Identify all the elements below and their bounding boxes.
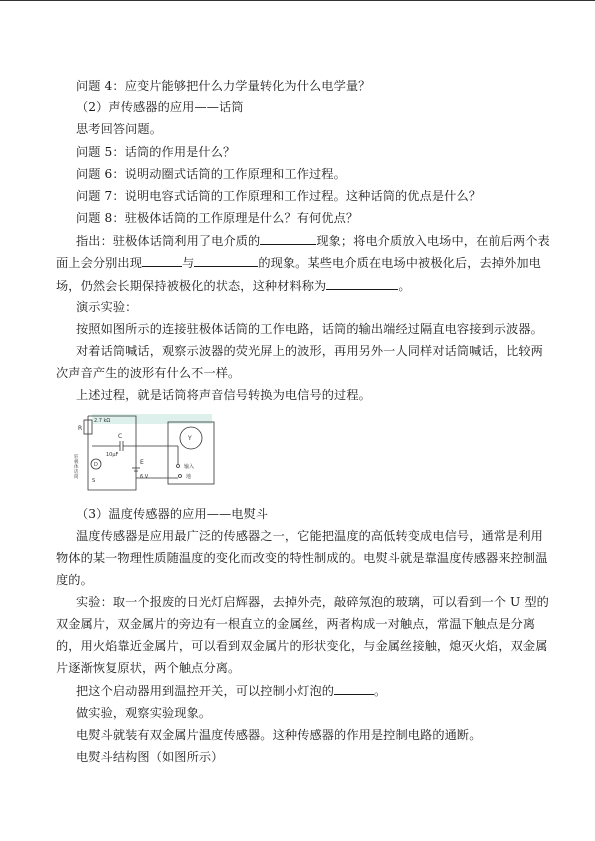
label-c-value: 10μF — [106, 452, 119, 458]
temp-line-3: 度的。 — [56, 573, 93, 587]
svg-text:体: 体 — [74, 465, 79, 470]
demo-line-4: 上述过程，就是话筒将声音信号转换为电信号的过程。 — [76, 388, 371, 402]
label-ground: 地 — [186, 474, 192, 480]
section-3-heading: （3）温度传感器的应用——电熨斗 — [76, 507, 269, 521]
question-5: 问题 5：话筒的作用是什么？ — [76, 145, 236, 159]
label-e: E — [140, 459, 144, 466]
point-out-line-3 — [56, 277, 411, 294]
label-e-value: 6 V — [140, 474, 149, 480]
svg-text:筒: 筒 — [74, 475, 79, 480]
point-out-text-b: 现象；将电介质放入电场中，在前后两个表 — [316, 234, 550, 248]
electret-mic-circuit-diagram — [70, 408, 220, 498]
label-s: S — [92, 478, 96, 484]
label-input: 输入 — [184, 464, 195, 470]
question-4: 问题 4：应变片能够把什么力学量转化为什么电学量？ — [76, 79, 371, 93]
point-out-text-c: 面上会分别出现 — [56, 256, 143, 270]
label-y: Y — [188, 435, 192, 442]
point-out-text-f: 场，仍然会长期保持被极化的状态，这种材料称为 — [56, 279, 327, 293]
label-r: R — [78, 425, 83, 432]
demo-line-3: 次声音产生的波形有什么不一样。 — [56, 366, 241, 380]
point-out-text-g: 。 — [398, 279, 411, 293]
experiment-line-3: 的，用火焰靠近金属片，可以看到双金属片的形状变化，与金属丝接触，熄灭火焰，双金属 — [56, 639, 548, 653]
label-c: C — [118, 433, 123, 440]
demo-line-1: 按照如图所示的连接驻极体话筒的工作电路，话筒的输出端经过隔直电容接到示波器。 — [76, 322, 543, 336]
switch-line — [76, 682, 386, 699]
temp-line-2: 物体的某一物理性质随温度的变化而改变的特性制成的。电熨斗就是靠温度传感器来控制温 — [56, 551, 548, 565]
do-experiment: 做实验，观察实验现象。 — [76, 706, 212, 720]
think-instruction: 思考回答问题。 — [76, 122, 163, 136]
point-out-text-d: 与 — [182, 256, 195, 270]
fill-blank-1[interactable] — [260, 232, 316, 245]
fill-blank-4[interactable] — [326, 277, 398, 290]
fill-blank-5[interactable] — [334, 682, 374, 695]
demo-line-2: 对着话筒喊话，观察示波器的荧光屏上的波形，再用另外一人同样对话筒喊话，比较两 — [76, 344, 543, 358]
svg-text:极: 极 — [74, 460, 79, 465]
fill-blank-3[interactable] — [194, 254, 258, 267]
fill-blank-2[interactable] — [142, 254, 182, 267]
switch-text-a: 把这个启动器用到温控开关，可以控制小灯泡的 — [76, 684, 335, 698]
question-7: 问题 7：说明电容式话筒的工作原理和工作过程。这种话筒的优点是什么？ — [76, 189, 482, 203]
question-6: 问题 6：说明动圈式话筒的工作原理和工作过程。 — [76, 167, 346, 181]
label-mic-1: 驻 — [74, 455, 79, 460]
label-r-value: 2.7 kΩ — [94, 418, 111, 424]
section-2-heading: （2）声传感器的应用——话筒 — [76, 100, 244, 114]
point-out-text-e: 的现象。某些电介质在电场中被极化后，去掉外加电 — [258, 256, 541, 270]
switch-text-b: 。 — [374, 684, 387, 698]
temp-line-1: 温度传感器是应用最广泛的传感器之一，它能把温度的高低转变成电信号，通常是利用 — [76, 529, 543, 543]
experiment-line-2: 双金属片，双金属片的旁边有一根直立的金属丝，两者构成一对触点，常温下触点是分离 — [56, 617, 536, 631]
iron-sensor-line: 电熨斗就装有双金属片温度传感器。这种传感器的作用是控制电路的通断。 — [76, 728, 482, 742]
point-out-line-2 — [56, 254, 541, 271]
svg-text:话: 话 — [74, 470, 79, 475]
question-8: 问题 8：驻极体话筒的工作原理是什么？有何优点？ — [76, 211, 359, 225]
point-out-text-a: 指出：驻极体话筒利用了电介质的 — [76, 234, 261, 248]
experiment-line-1: 实验：取一个报废的日光灯启辉器，去掉外壳，敲碎氖泡的玻璃，可以看到一个 U 型的 — [76, 595, 549, 609]
iron-structure-caption: 电熨斗结构图（如图所示） — [76, 750, 224, 764]
experiment-line-4: 片逐渐恢复原状，两个触点分离。 — [56, 661, 241, 675]
point-out-line-1 — [76, 232, 550, 249]
demo-heading: 演示实验： — [76, 300, 138, 314]
label-d: D — [94, 462, 98, 468]
